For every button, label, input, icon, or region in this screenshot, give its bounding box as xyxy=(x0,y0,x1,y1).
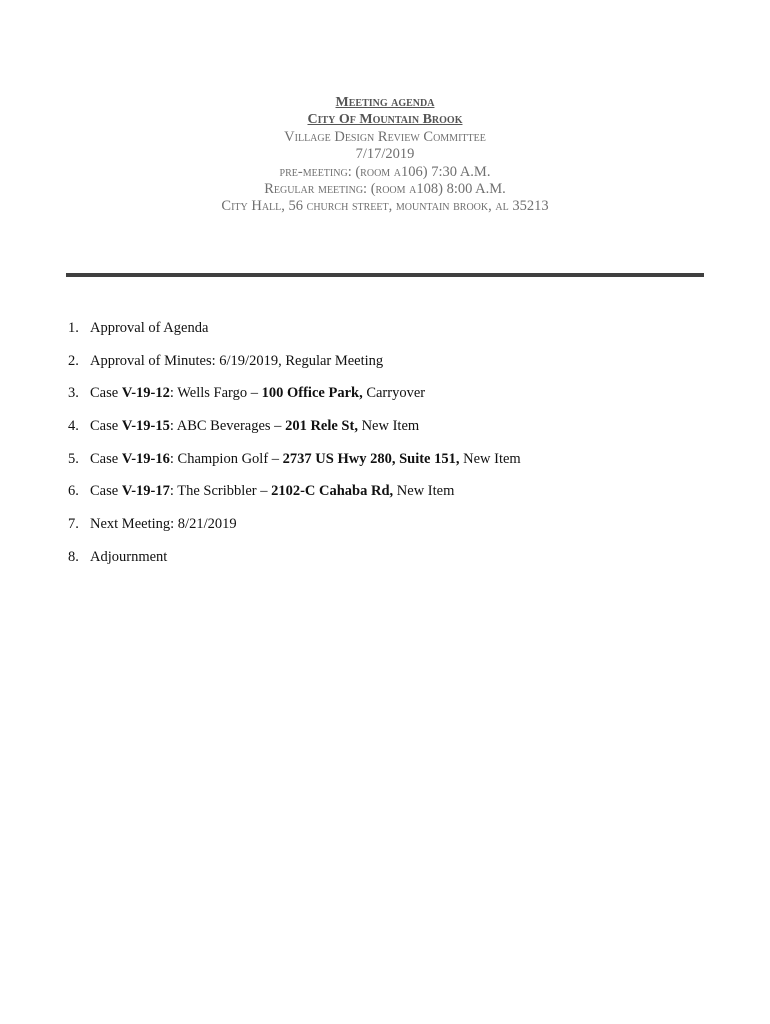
item-number: 7. xyxy=(68,516,79,533)
case-applicant: : Wells Fargo – xyxy=(169,385,262,402)
meeting-date: 7/17/2019 xyxy=(355,146,415,163)
agenda-item-case-v-19-16 xyxy=(68,449,728,482)
item-text: Next Meeting: 8/21/2019 xyxy=(90,516,237,533)
committee-name: Village Design Review Committee xyxy=(284,128,486,145)
case-prefix: Case xyxy=(90,450,122,467)
agenda-item-case-v-19-12 xyxy=(68,383,728,416)
item-text xyxy=(90,449,521,469)
case-status: Carryover xyxy=(362,385,426,402)
item-number: 8. xyxy=(68,548,79,565)
item-number: 6. xyxy=(68,483,79,500)
item-number: 3. xyxy=(68,385,79,402)
case-prefix: Case xyxy=(90,418,122,435)
item-text xyxy=(90,481,454,501)
item-number: 1. xyxy=(68,320,79,336)
case-applicant: : ABC Beverages – xyxy=(169,418,286,435)
case-applicant: : The Scribbler – xyxy=(169,483,272,500)
agenda-list xyxy=(68,318,728,580)
header-divider xyxy=(66,273,704,277)
city-name: City Of Mountain Brook xyxy=(307,112,463,128)
agenda-item-case-v-19-17 xyxy=(68,481,728,514)
agenda-header xyxy=(0,94,770,216)
item-text: Approval of Agenda xyxy=(90,320,209,336)
case-status: New Item xyxy=(393,483,455,500)
case-address: 100 Office Park, xyxy=(261,385,363,402)
case-prefix: Case xyxy=(90,483,122,500)
regular-meeting-info: Regular meeting: (room a108) 8:00 A.M. xyxy=(264,181,506,198)
case-number: V-19-15 xyxy=(121,418,170,435)
item-number: 2. xyxy=(68,352,79,369)
case-number: V-19-16 xyxy=(121,450,170,467)
item-text xyxy=(90,383,425,403)
case-address: 2102-C Cahaba Rd, xyxy=(271,483,394,500)
item-text: Adjournment xyxy=(90,548,168,565)
meeting-location: City Hall, 56 church street, mountain brook, al 35213 xyxy=(221,198,549,215)
case-status: New Item xyxy=(357,418,420,435)
item-number: 5. xyxy=(68,450,79,467)
pre-meeting-info: pre-meeting: (room a106) 7:30 A.M. xyxy=(279,163,491,180)
case-prefix: Case xyxy=(90,385,122,402)
case-status: New Item xyxy=(459,450,521,467)
agenda-item-approval-of-minutes xyxy=(68,351,728,384)
agenda-item-adjournment xyxy=(68,547,728,580)
item-text xyxy=(90,416,419,436)
agenda-item-approval-of-agenda xyxy=(68,318,728,351)
item-number: 4. xyxy=(68,418,79,435)
agenda-item-next-meeting xyxy=(68,514,728,547)
agenda-item-case-v-19-15 xyxy=(68,416,728,449)
case-number: V-19-17 xyxy=(121,483,170,500)
case-address: 201 Rele St, xyxy=(285,418,358,435)
agenda-title: Meeting agenda xyxy=(335,95,435,110)
case-address: 2737 US Hwy 280, Suite 151, xyxy=(282,450,460,467)
item-text: Approval of Minutes: 6/19/2019, Regular Meeting xyxy=(90,352,384,369)
case-number: V-19-12 xyxy=(121,385,170,402)
case-applicant: : Champion Golf – xyxy=(169,450,283,467)
